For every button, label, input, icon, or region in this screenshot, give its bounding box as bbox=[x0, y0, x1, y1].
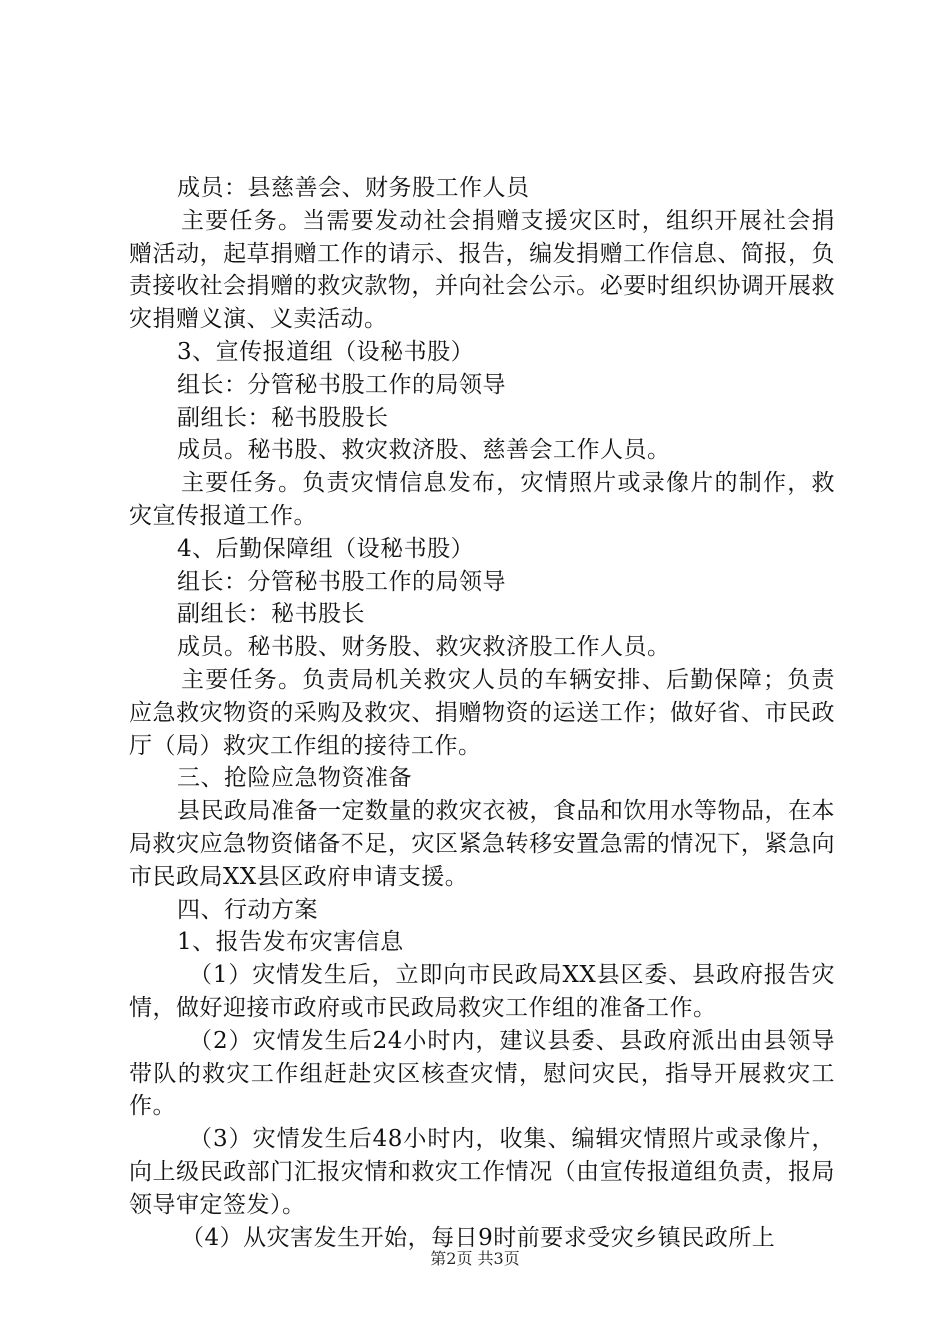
paragraph-publicity-deputy: 副组长：秘书股股长 bbox=[177, 404, 389, 431]
heading-logistics-group: 4、后勤保障组（设秘书股） bbox=[177, 535, 475, 562]
paragraph-donation-tasks: 主要任务。当需要发动社会捐赠支援灾区时，组织开展社会捐赠活动，起草捐赠工作的请示、报告，编发捐赠工作信息、简报，负责接收社会捐赠的救灾款物，并向社会公示。必要时组织协调开展救灾捐赠义演、义卖活动。 bbox=[129, 207, 835, 333]
paragraph-members-charity: 成员：县慈善会、财务股工作人员 bbox=[177, 175, 530, 201]
heading-action-plan: 四、行动方案 bbox=[177, 896, 318, 923]
paragraph-emergency-supplies: 县民政局准备一定数量的救灾衣被，食品和饮用水等物品，在本局救灾应急物资储备不足，灾区紧急转移安置急需的情况下，紧急向市民政局XX县区政府申请支援。 bbox=[129, 798, 835, 890]
paragraph-action-item-4: （4）从灾害发生开始，每日9时前要求受灾乡镇民政所上 bbox=[181, 1224, 776, 1251]
document-body bbox=[129, 172, 835, 1254]
heading-emergency-supplies: 三、抢险应急物资准备 bbox=[177, 765, 412, 792]
paragraph-logistics-members: 成员。秘书股、财务股、救灾救济股工作人员。 bbox=[177, 634, 671, 661]
paragraph-action-item-1: （1）灾情发生后，立即向市民政局XX县区委、县政府报告灾情，做好迎接市政府或市民政局救灾工作组的准备工作。 bbox=[129, 962, 835, 1021]
paragraph-action-item-2: （2）灾情发生后24小时内，建议县委、县政府派出由县领导带队的救灾工作组赶赴灾区核查灾情，慰问灾民，指导开展救灾工作。 bbox=[129, 1027, 835, 1120]
paragraph-publicity-tasks: 主要任务。负责灾情信息发布，灾情照片或录像片的制作，救灾宣传报道工作。 bbox=[129, 470, 835, 529]
heading-publicity-group: 3、宣传报道组（设秘书股） bbox=[177, 338, 475, 365]
paragraph-publicity-members: 成员。秘书股、救灾救济股、慈善会工作人员。 bbox=[177, 437, 671, 464]
page-footer: 第2页 共3页 bbox=[430, 1249, 520, 1268]
paragraph-logistics-tasks: 主要任务。负责局机关救灾人员的车辆安排、后勤保障；负责应急救灾物资的采购及救灾、捐赠物资的运送工作；做好省、市民政厅（局）救灾工作组的接待工作。 bbox=[129, 666, 835, 759]
paragraph-publicity-leader: 组长：分管秘书股工作的局领导 bbox=[177, 371, 506, 398]
paragraph-action-item-3: （3）灾情发生后48小时内，收集、编辑灾情照片或录像片，向上级民政部门汇报灾情和救灾工作情况（由宣传报道组负责，报局领导审定签发）。 bbox=[129, 1126, 835, 1218]
paragraph-logistics-leader: 组长：分管秘书股工作的局领导 bbox=[177, 568, 506, 595]
heading-report-disaster-info: 1、报告发布灾害信息 bbox=[177, 929, 404, 956]
paragraph-logistics-deputy: 副组长：秘书股长 bbox=[177, 601, 365, 628]
